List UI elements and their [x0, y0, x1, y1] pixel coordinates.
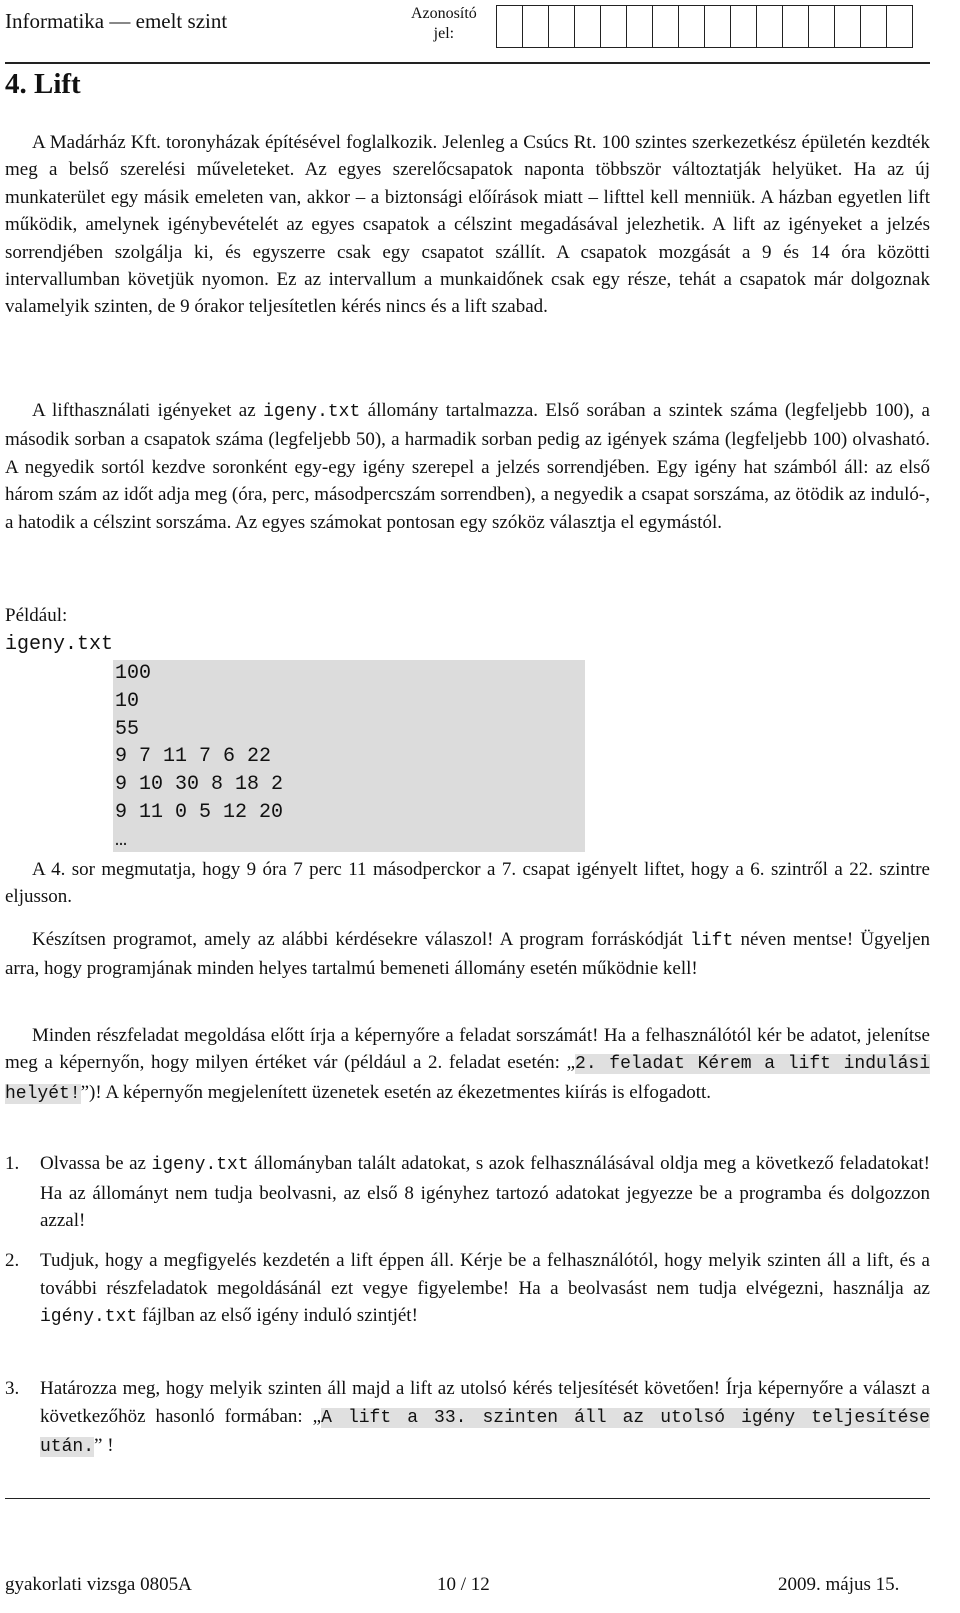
task-text-before: Tudjuk, hogy a megfigyelés kezdetén a lift éppen áll. Kérje be a felhasználótól, hogy melyik szinten áll a lift, és a további részfeladatok megoldásánál ezt vegye figyelembe! Ha a beolvasást nem tudja elvégezni, használja az	[40, 1250, 930, 1299]
id-box	[886, 5, 913, 48]
display-paragraph	[5, 1022, 930, 1108]
id-box	[756, 5, 783, 48]
footer-divider	[5, 1498, 930, 1499]
intro-text: A Madárház Kft. toronyházak építésével foglalkozik. Jelenleg a Csúcs Rt. 100 szintes szerkezetkész épületén kezdték meg a belső szerelési műveleteket. Az egyes szerelőcsapatok naponta többször változtatják helyüket. Ha az új munkaterület egy másik emeleten van, akkor – a biztonsági előírások miatt – lifttel kell menniük. A házban egyetlen lift működik, amelynek igénybevételét az egyes csapatok a célszint megadásával jelezhetik. A lift az igényeket a jelzés sorrendjében szolgálja ki, és egyszerre csak egy csapatot szállít. A csapatok mozgását a 9 és 14 óra közötti intervallumban követjük nyomon. Ez az intervallum a munkaidőnek csak egy része, tehát a csapatok már dolgoznak valamelyik szinten, de 9 órakor teljesítetlen kérés nincs és a lift szabad.	[5, 132, 930, 318]
id-box	[782, 5, 809, 48]
task-item-3	[5, 1375, 930, 1462]
id-box	[678, 5, 705, 48]
intro-paragraph	[5, 129, 930, 321]
file-desc-after: állomány tartalmazza. Első sorában a szintek száma (legfeljebb 100), a második sorban a csapatok száma (legfeljebb 50), a harmadik sorban pedig az igények száma (legfeljebb 100) olvasható. A negyedik sortól kezdve soronként egy-egy igény szerepel a jelzés sorrendjében. Egy igény hat számból áll: az első három szám az időt adja meg (óra, perc, másodpercszám sorrendben), a negyedik a csapat sorszáma, az ötödik az induló-, a hatodik a célszint sorszáma. Az egyes számokat pontosan egy szóköz választja el egymástól.	[5, 400, 930, 533]
example-filename: igeny.txt	[5, 633, 114, 656]
program-paragraph	[5, 926, 930, 983]
footer-exam-code: gyakorlati vizsga 0805A	[5, 1574, 192, 1595]
id-box	[860, 5, 887, 48]
id-box	[548, 5, 575, 48]
program-before: Készítsen programot, amely az alábbi kérdésekre válaszol! A program forráskódját	[32, 929, 691, 950]
example-line: 9 11 0 5 12 20	[115, 800, 284, 824]
id-label-line2: jel:	[433, 25, 455, 42]
file-desc-before: A lifthasználati igényeket az	[32, 400, 264, 421]
example-line: 9 7 11 7 6 22	[115, 745, 272, 769]
id-box	[834, 5, 861, 48]
file-name-inline: igeny.txt	[263, 402, 361, 422]
display-code-inline: 2. feladat Kérem a lift indulási helyét!	[5, 1054, 931, 1104]
id-box	[730, 5, 757, 48]
display-after: ”)! A képernyőn megjelenített üzenetek esetén az ékezetmentes kiírás is elfogadott.	[80, 1081, 712, 1103]
id-box	[600, 5, 627, 48]
example-label: Például:	[5, 605, 68, 626]
task-item-2	[5, 1247, 930, 1332]
task-item-1	[5, 1150, 930, 1235]
id-box	[574, 5, 601, 48]
program-after: néven mentse! Ügyeljen arra, hogy programjának minden helyes tartalmú bemeneti állomány esetén működnie kell!	[5, 929, 931, 980]
program-name-inline: lift	[690, 931, 734, 951]
example-line: 9 10 30 8 18 2	[115, 773, 284, 797]
task-text-after: fájlban az első igény induló szintjét!	[137, 1305, 418, 1327]
footer-page-number: 10 / 12	[437, 1574, 490, 1595]
task-title: 4. Lift	[5, 68, 81, 100]
file-description-paragraph	[5, 397, 930, 536]
id-boxes	[497, 5, 913, 48]
example-explanation	[5, 856, 930, 911]
task-text-after: ” !	[94, 1435, 114, 1457]
display-before: Minden részfeladat megoldása előtt írja a képernyőre a feladat sorszámát! Ha a felhasználótól kér be adatot, jelenítse meg a képernyőn, hogy milyen értéket vár (például a 2. feladat esetén: „	[5, 1025, 930, 1074]
task-code-inline: A lift a 33. szinten áll az utolsó igény teljesítése után.	[40, 1407, 930, 1458]
footer-date: 2009. május 15.	[778, 1574, 900, 1595]
id-box	[652, 5, 679, 48]
example-line: …	[115, 828, 128, 852]
id-box	[522, 5, 549, 48]
id-box	[808, 5, 835, 48]
header-subject: Informatika — emelt szint	[5, 9, 228, 33]
task-number: 3.	[5, 1378, 20, 1399]
task-text-after: állományban talált adatokat, s azok felhasználásával oldja meg a következő feladatokat! Ha az állományt nem tudja beolvasni, az első 8 igényhez tartozó adatokat jegyezze be a programba és dolgozzon azzal!	[40, 1153, 930, 1232]
task-code-inline: igeny.txt	[151, 1155, 249, 1175]
id-label	[411, 4, 477, 44]
task-code-inline: igény.txt	[40, 1307, 138, 1328]
example-line: 100	[115, 662, 152, 685]
example-code-block	[113, 660, 585, 852]
example-explanation-text: A 4. sor megmutatja, hogy 9 óra 7 perc 11 másodperckor a 7. csapat igényelt liftet, hogy a 6. szintről a 22. szintre eljusson.	[5, 859, 930, 908]
id-box	[626, 5, 653, 48]
example-line: 10	[115, 689, 140, 713]
task-number: 2.	[5, 1250, 20, 1271]
example-line: 55	[115, 717, 140, 741]
id-box	[704, 5, 731, 48]
task-text-before: Határozza meg, hogy melyik szinten áll majd a lift az utolsó kérés teljesítését követően! Írja képernyőre a választ a következőhöz hasonló formában: „	[40, 1378, 930, 1427]
id-label-line1: Azonosító	[411, 5, 477, 22]
id-box	[496, 5, 523, 48]
task-text-before: Olvassa be az	[40, 1153, 152, 1174]
task-number: 1.	[5, 1153, 20, 1174]
header-divider	[5, 62, 930, 64]
